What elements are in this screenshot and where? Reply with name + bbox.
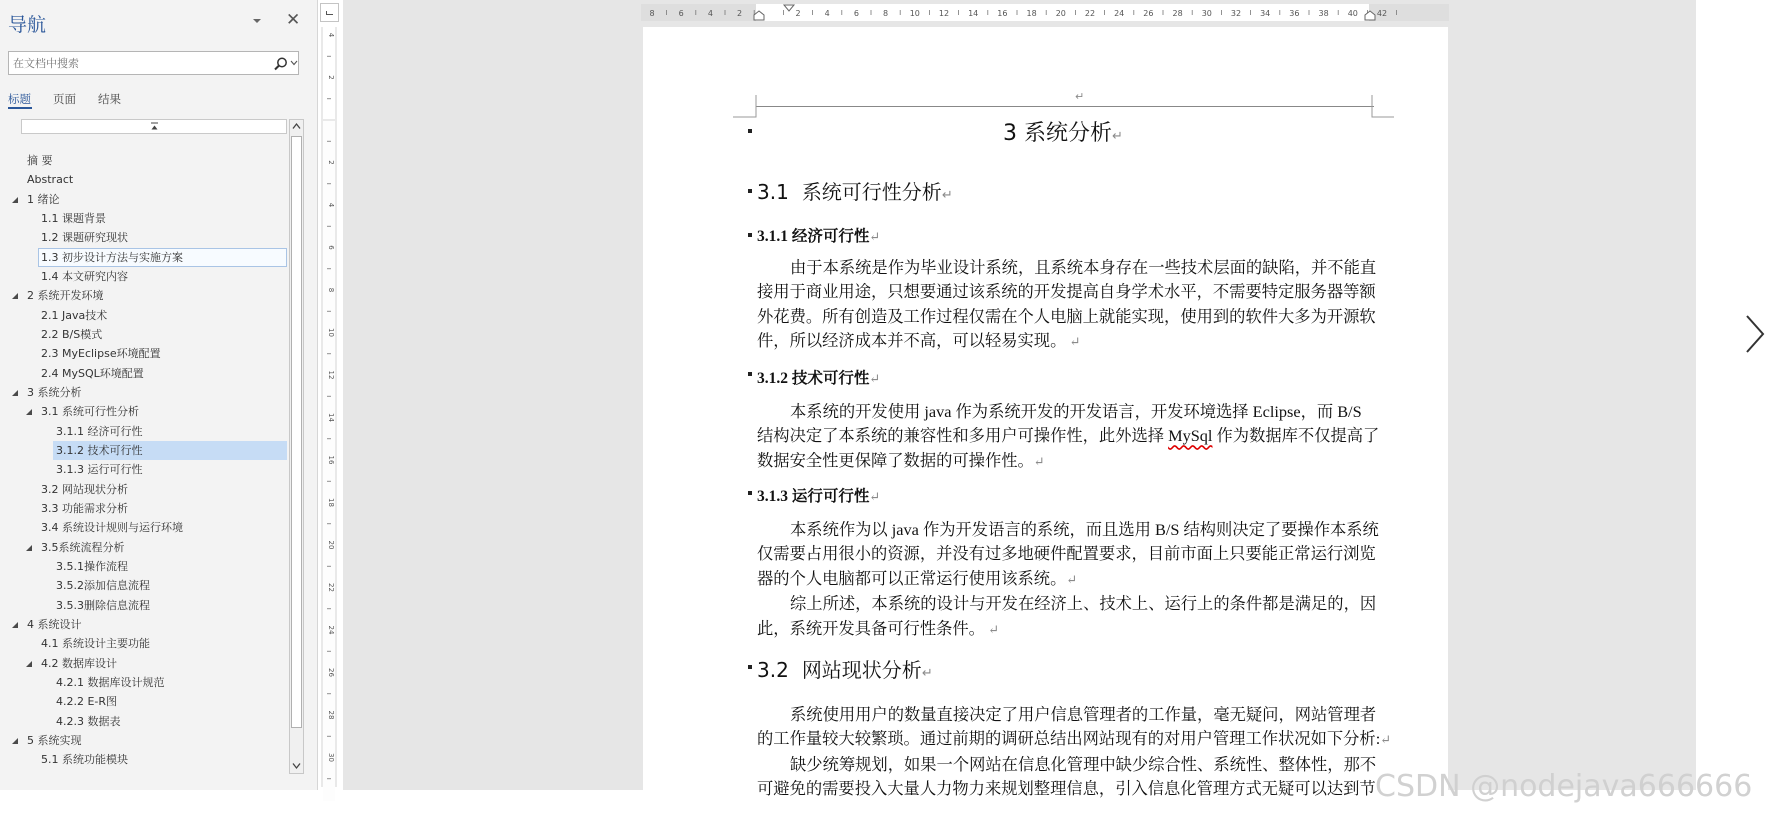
ruler-label: 10	[909, 9, 920, 18]
tree-item[interactable]	[0, 692, 290, 711]
text-line: 结构决定了本系统的兼容性和多用户可操作性，此外选择	[757, 426, 1169, 446]
text-line: 作为数据库不仅提高了	[1212, 426, 1380, 446]
tree-item[interactable]	[0, 228, 290, 247]
heading-text: 系统可行性分析	[801, 180, 942, 204]
ruler-label: 8	[649, 9, 655, 18]
paragraph-mark: ↵	[869, 371, 881, 386]
ruler-label: 4	[707, 9, 713, 18]
paragraph-mark: ↵	[988, 621, 1000, 637]
ruler-label: 6	[678, 9, 684, 18]
ruler-label: 40	[1347, 9, 1358, 18]
tree-item[interactable]	[0, 557, 290, 576]
paragraph-mark: ↵	[1069, 334, 1081, 350]
tree-item-label: 摘 要	[27, 154, 53, 167]
ruler-label: 8	[327, 287, 335, 293]
header-paragraph-mark: ↵	[1075, 90, 1085, 103]
tree-item-label: 2.4 MySQL环境配置	[41, 367, 144, 380]
paragraph-bullet	[748, 189, 752, 193]
heading-3-1-1	[757, 224, 880, 246]
tab-selector-icon[interactable]	[320, 3, 339, 22]
tree-item[interactable]	[0, 499, 290, 518]
tree-item[interactable]	[0, 190, 290, 209]
horizontal-ruler	[641, 4, 1449, 21]
tree-item[interactable]	[0, 634, 290, 653]
tree-item-label: 1.1 课题背景	[41, 212, 106, 225]
ruler-label: 36	[1289, 9, 1300, 18]
close-icon[interactable]: ✕	[286, 10, 301, 30]
paragraph-bullet	[748, 491, 752, 495]
tree-item[interactable]	[0, 364, 290, 383]
tree-item[interactable]	[0, 344, 290, 363]
margin-corner-mark	[1372, 95, 1394, 117]
heading-number: 3.1	[757, 180, 789, 204]
scroll-down-icon[interactable]	[292, 762, 301, 770]
ruler-label: 22	[1084, 9, 1096, 18]
paragraph-mark: ↵	[1112, 129, 1123, 144]
tree-item[interactable]	[0, 673, 290, 692]
text-line: 仅需要占用很小的资源，并没有过多地硬件配置要求，目前市面上只要能正常运行浏览	[757, 544, 1376, 564]
paragraph-mark: ↵	[869, 229, 881, 244]
ruler-label: 4	[824, 9, 830, 18]
tree-item-label: 4.2 数据库设计	[41, 657, 117, 670]
expanded-triangle-icon[interactable]	[12, 622, 19, 628]
tree-item-label: 1.2 课题研究现状	[41, 231, 128, 244]
nav-title: 导航	[8, 14, 47, 36]
tree-item-label: 3.5.3删除信息流程	[56, 599, 150, 612]
ruler-label: 28	[1172, 9, 1183, 18]
tab-results[interactable]: 结果	[98, 92, 121, 106]
ruler-label: 22	[327, 583, 335, 592]
heading-text: 3.1.2 技术可行性	[757, 370, 870, 387]
text-line: 缺少统筹规划，如果一个网站在信息化管理中缺少综合性、系统性、整体性，那不	[790, 754, 1377, 774]
tree-item[interactable]	[0, 615, 290, 634]
tree-item-label: 3 系统分析	[27, 386, 82, 399]
ruler-label: 24	[1114, 9, 1125, 18]
tree-item[interactable]	[0, 267, 290, 286]
tree-item-label: 4.1 系统设计主要功能	[41, 637, 150, 650]
text-line: 接用于商业用途，只想要通过该系统的开发提高自身学术水平，不需要特定服务器等额	[757, 282, 1376, 302]
scrollbar-thumb[interactable]	[291, 136, 302, 728]
heading-3-1-3	[757, 484, 880, 506]
navigation-pane	[0, 0, 318, 790]
ruler-label: 2	[327, 75, 335, 80]
tree-item[interactable]	[0, 209, 290, 228]
ruler-label: 26	[327, 668, 335, 677]
tree-item-label: 5 系统实现	[27, 734, 82, 747]
tree-item-label: 3.1.3 运行可行性	[56, 463, 143, 476]
expanded-triangle-icon[interactable]	[26, 545, 33, 551]
tree-item[interactable]	[0, 422, 290, 441]
text-line: 由于本系统是作为毕业设计系统，且系统本身存在一些技术层面的缺陷，并不能直	[790, 258, 1377, 277]
vertical-ruler-marks	[321, 27, 337, 787]
text-line: 的工作量较大较繁琐。通过前期的调研总结出网站现有的对用户管理工作状况如下分析:	[757, 729, 1381, 749]
text-line: 综上所述，本系统的设计与开发在经济上、技术上、运行上的条件都是满足的，因	[790, 594, 1377, 614]
text-line: 系统使用用户的数量直接决定了用户信息管理者的工作量，毫无疑问，网站管理者	[790, 705, 1377, 724]
ruler-label: 20	[327, 540, 335, 550]
tree-item[interactable]	[0, 654, 290, 673]
text-line: 可避免的需要投入大量人力物力来规划整理信息，引入信息化管理方式无疑可以达到节	[757, 779, 1376, 799]
tree-item[interactable]	[0, 325, 290, 344]
tab-pages[interactable]: 页面	[53, 92, 76, 106]
ruler-label: 8	[883, 9, 889, 18]
tree-item-label: 3.5.2添加信息流程	[56, 579, 150, 592]
expanded-triangle-icon[interactable]	[12, 197, 19, 203]
expanded-triangle-icon[interactable]	[12, 738, 19, 744]
ruler-label: 18	[1026, 9, 1037, 18]
text-line: 外花费。所有创造及工作过程仅需在个人电脑上就能实现，使用到的软件大多为开源软	[757, 306, 1376, 326]
collapse-all-bar[interactable]	[21, 119, 287, 134]
tree-item-label: 3.4 系统设计规则与运行环境	[41, 521, 183, 534]
ruler-label: 10	[327, 328, 335, 337]
tree-item-label: 2.1 Java技术	[41, 309, 108, 322]
search-input[interactable]	[13, 55, 263, 71]
paragraph-technical	[757, 400, 1380, 474]
tree-item[interactable]	[0, 441, 290, 460]
paragraph-economic	[757, 256, 1377, 355]
ruler-label: 30	[1201, 9, 1212, 18]
paragraph-mark: ↵	[869, 489, 881, 504]
heading-text: 3.1.1 经济可行性	[757, 228, 870, 245]
nav-scrollbar[interactable]	[289, 119, 304, 774]
ruler-label: 28	[327, 710, 335, 720]
ruler-label: 2	[737, 9, 743, 18]
paragraph-bullet	[748, 129, 752, 133]
paragraph-site-status	[757, 703, 1392, 799]
tree-item[interactable]	[0, 248, 290, 267]
tree-item-label: 3.2 网站现状分析	[41, 483, 128, 496]
header-rule	[756, 106, 1374, 107]
text-line: 本系统作为以 java 作为开发语言的系统，而且选用 B/S 结构则决定了要操作本系统	[790, 520, 1379, 539]
tree-item-label: 5.1 系统功能模块	[41, 753, 128, 766]
tab-headings[interactable]: 标题	[8, 92, 31, 106]
ruler-label: 34	[1260, 9, 1271, 18]
tree-item[interactable]	[0, 306, 290, 325]
ruler-label: 6	[327, 245, 335, 250]
expanded-triangle-icon[interactable]	[12, 293, 19, 299]
ruler-label: 4	[327, 202, 335, 208]
heading-3-1-2	[757, 366, 880, 388]
heading-text: 3.1.3 运行可行性	[757, 488, 870, 505]
ruler-label: 32	[1230, 9, 1242, 18]
expanded-triangle-icon[interactable]	[12, 390, 19, 396]
paragraph-bullet	[748, 372, 752, 376]
tree-item-label: 2 系统开发环境	[27, 289, 104, 302]
tree-item[interactable]	[0, 596, 290, 615]
paragraph-bullet	[748, 233, 752, 237]
tree-item[interactable]	[0, 383, 290, 402]
ruler-label: 26	[1143, 9, 1154, 18]
tree-item-label: 1.3 初步设计方法与实施方案	[41, 251, 183, 264]
ruler-label: 24	[327, 625, 335, 635]
paragraph-mark: ↵	[1380, 732, 1392, 748]
tree-item-label: 2.3 MyEclipse环境配置	[41, 347, 161, 360]
tree-item[interactable]	[0, 480, 290, 499]
expanded-triangle-icon[interactable]	[26, 661, 33, 667]
chapter-title-text: 3 系统分析	[1003, 121, 1112, 146]
collapse-up-icon[interactable]	[150, 122, 159, 131]
tree-item-label: Abstract	[27, 173, 74, 186]
tree-item[interactable]	[0, 576, 290, 595]
vertical-ruler	[321, 27, 337, 787]
tree-item[interactable]	[0, 402, 290, 421]
tree-item[interactable]	[0, 731, 290, 750]
ruler-label: 12	[327, 370, 335, 380]
search-box[interactable]	[8, 51, 299, 75]
ruler-label: 20	[1055, 9, 1066, 18]
tree-item-label: 4.2.3 数据表	[56, 715, 121, 728]
tree-item[interactable]	[0, 712, 290, 731]
chevron-down-icon[interactable]	[290, 60, 298, 66]
text-line: 件，所以经济成本并不高，可以轻易实现。	[757, 331, 1067, 351]
chapter-title	[1003, 116, 1123, 147]
active-tab-indicator	[8, 107, 32, 109]
heading-text: 网站现状分析	[801, 658, 922, 682]
text-line: 本系统的开发使用 java 作为系统开发的开发语言，开发环境选择 Eclipse，而 B/S	[790, 402, 1362, 421]
tree-item-label: 1 绪论	[27, 193, 60, 206]
chevron-down-icon[interactable]	[250, 14, 264, 28]
text-line: 数据安全性更保障了数据的可操作性。	[757, 450, 1034, 470]
tree-item-label: 4.2.1 数据库设计规范	[56, 676, 165, 689]
tree-item[interactable]	[0, 750, 290, 769]
ruler-label: 38	[1318, 9, 1329, 18]
ruler-label: 6	[853, 9, 859, 18]
heading-tree	[0, 151, 290, 781]
heading-3-2	[757, 654, 933, 683]
tree-item-label: 2.2 B/S模式	[41, 328, 103, 341]
tree-item-label: 4 系统设计	[27, 618, 82, 631]
tree-item-label: 3.3 功能需求分析	[41, 502, 128, 515]
right-indent-marker[interactable]	[1364, 11, 1376, 21]
paragraph-mark: ↵	[1033, 453, 1045, 469]
ruler-label: 42	[1376, 9, 1388, 18]
paragraph-mark: ↵	[1066, 571, 1078, 587]
watermark: CSDN @nodejava666666	[1375, 769, 1753, 804]
text-line: 器的个人电脑都可以正常运行使用该系统。	[757, 568, 1067, 588]
ruler-label: 2	[795, 9, 801, 18]
tree-item[interactable]	[0, 538, 290, 557]
tree-item-label: 3.1 系统可行性分析	[41, 405, 139, 418]
expanded-triangle-icon[interactable]	[26, 409, 33, 415]
ruler-label: 14	[327, 413, 335, 422]
ruler-label: 30	[327, 753, 335, 762]
ruler-label: 18	[327, 498, 335, 507]
paragraph-operational	[757, 518, 1379, 642]
left-indent-marker[interactable]	[753, 11, 765, 21]
tree-item[interactable]	[0, 518, 290, 537]
ruler-label: 2	[327, 160, 335, 165]
search-icon[interactable]	[273, 56, 289, 72]
spellcheck-flagged-word[interactable]: MySql	[1168, 426, 1213, 446]
tree-item-label: 3.5.1操作流程	[56, 560, 128, 573]
ruler-label: 12	[938, 9, 950, 18]
paragraph-mark: ↵	[941, 188, 953, 203]
ruler-label: 14	[968, 9, 979, 18]
tree-item-label: 3.1.1 经济可行性	[56, 425, 143, 438]
ruler-label: 16	[327, 455, 335, 465]
tree-item[interactable]	[0, 170, 290, 189]
heading-3-1	[757, 176, 953, 205]
tree-item-label: 3.1.2 技术可行性	[56, 444, 143, 457]
tree-item-label: 1.4 本文研究内容	[41, 270, 128, 283]
text-line: 此，系统开发具备可行性条件。	[757, 618, 985, 638]
tree-item-label: 4.2.2 E-R图	[56, 695, 118, 708]
margin-corner-mark	[733, 95, 755, 117]
paragraph-bullet	[748, 665, 752, 669]
first-line-indent-marker[interactable]	[783, 4, 795, 13]
chevron-right-icon[interactable]	[1744, 313, 1766, 355]
paragraph-mark: ↵	[921, 666, 933, 681]
heading-number: 3.2	[757, 658, 789, 682]
scroll-up-icon[interactable]	[292, 122, 301, 130]
ruler-label: 4	[327, 32, 335, 38]
ruler-label: 16	[997, 9, 1008, 18]
tree-item[interactable]	[0, 460, 290, 479]
tree-item-label: 3.5系统流程分析	[41, 541, 125, 554]
tree-item[interactable]	[0, 286, 290, 305]
tree-item[interactable]	[0, 151, 290, 170]
